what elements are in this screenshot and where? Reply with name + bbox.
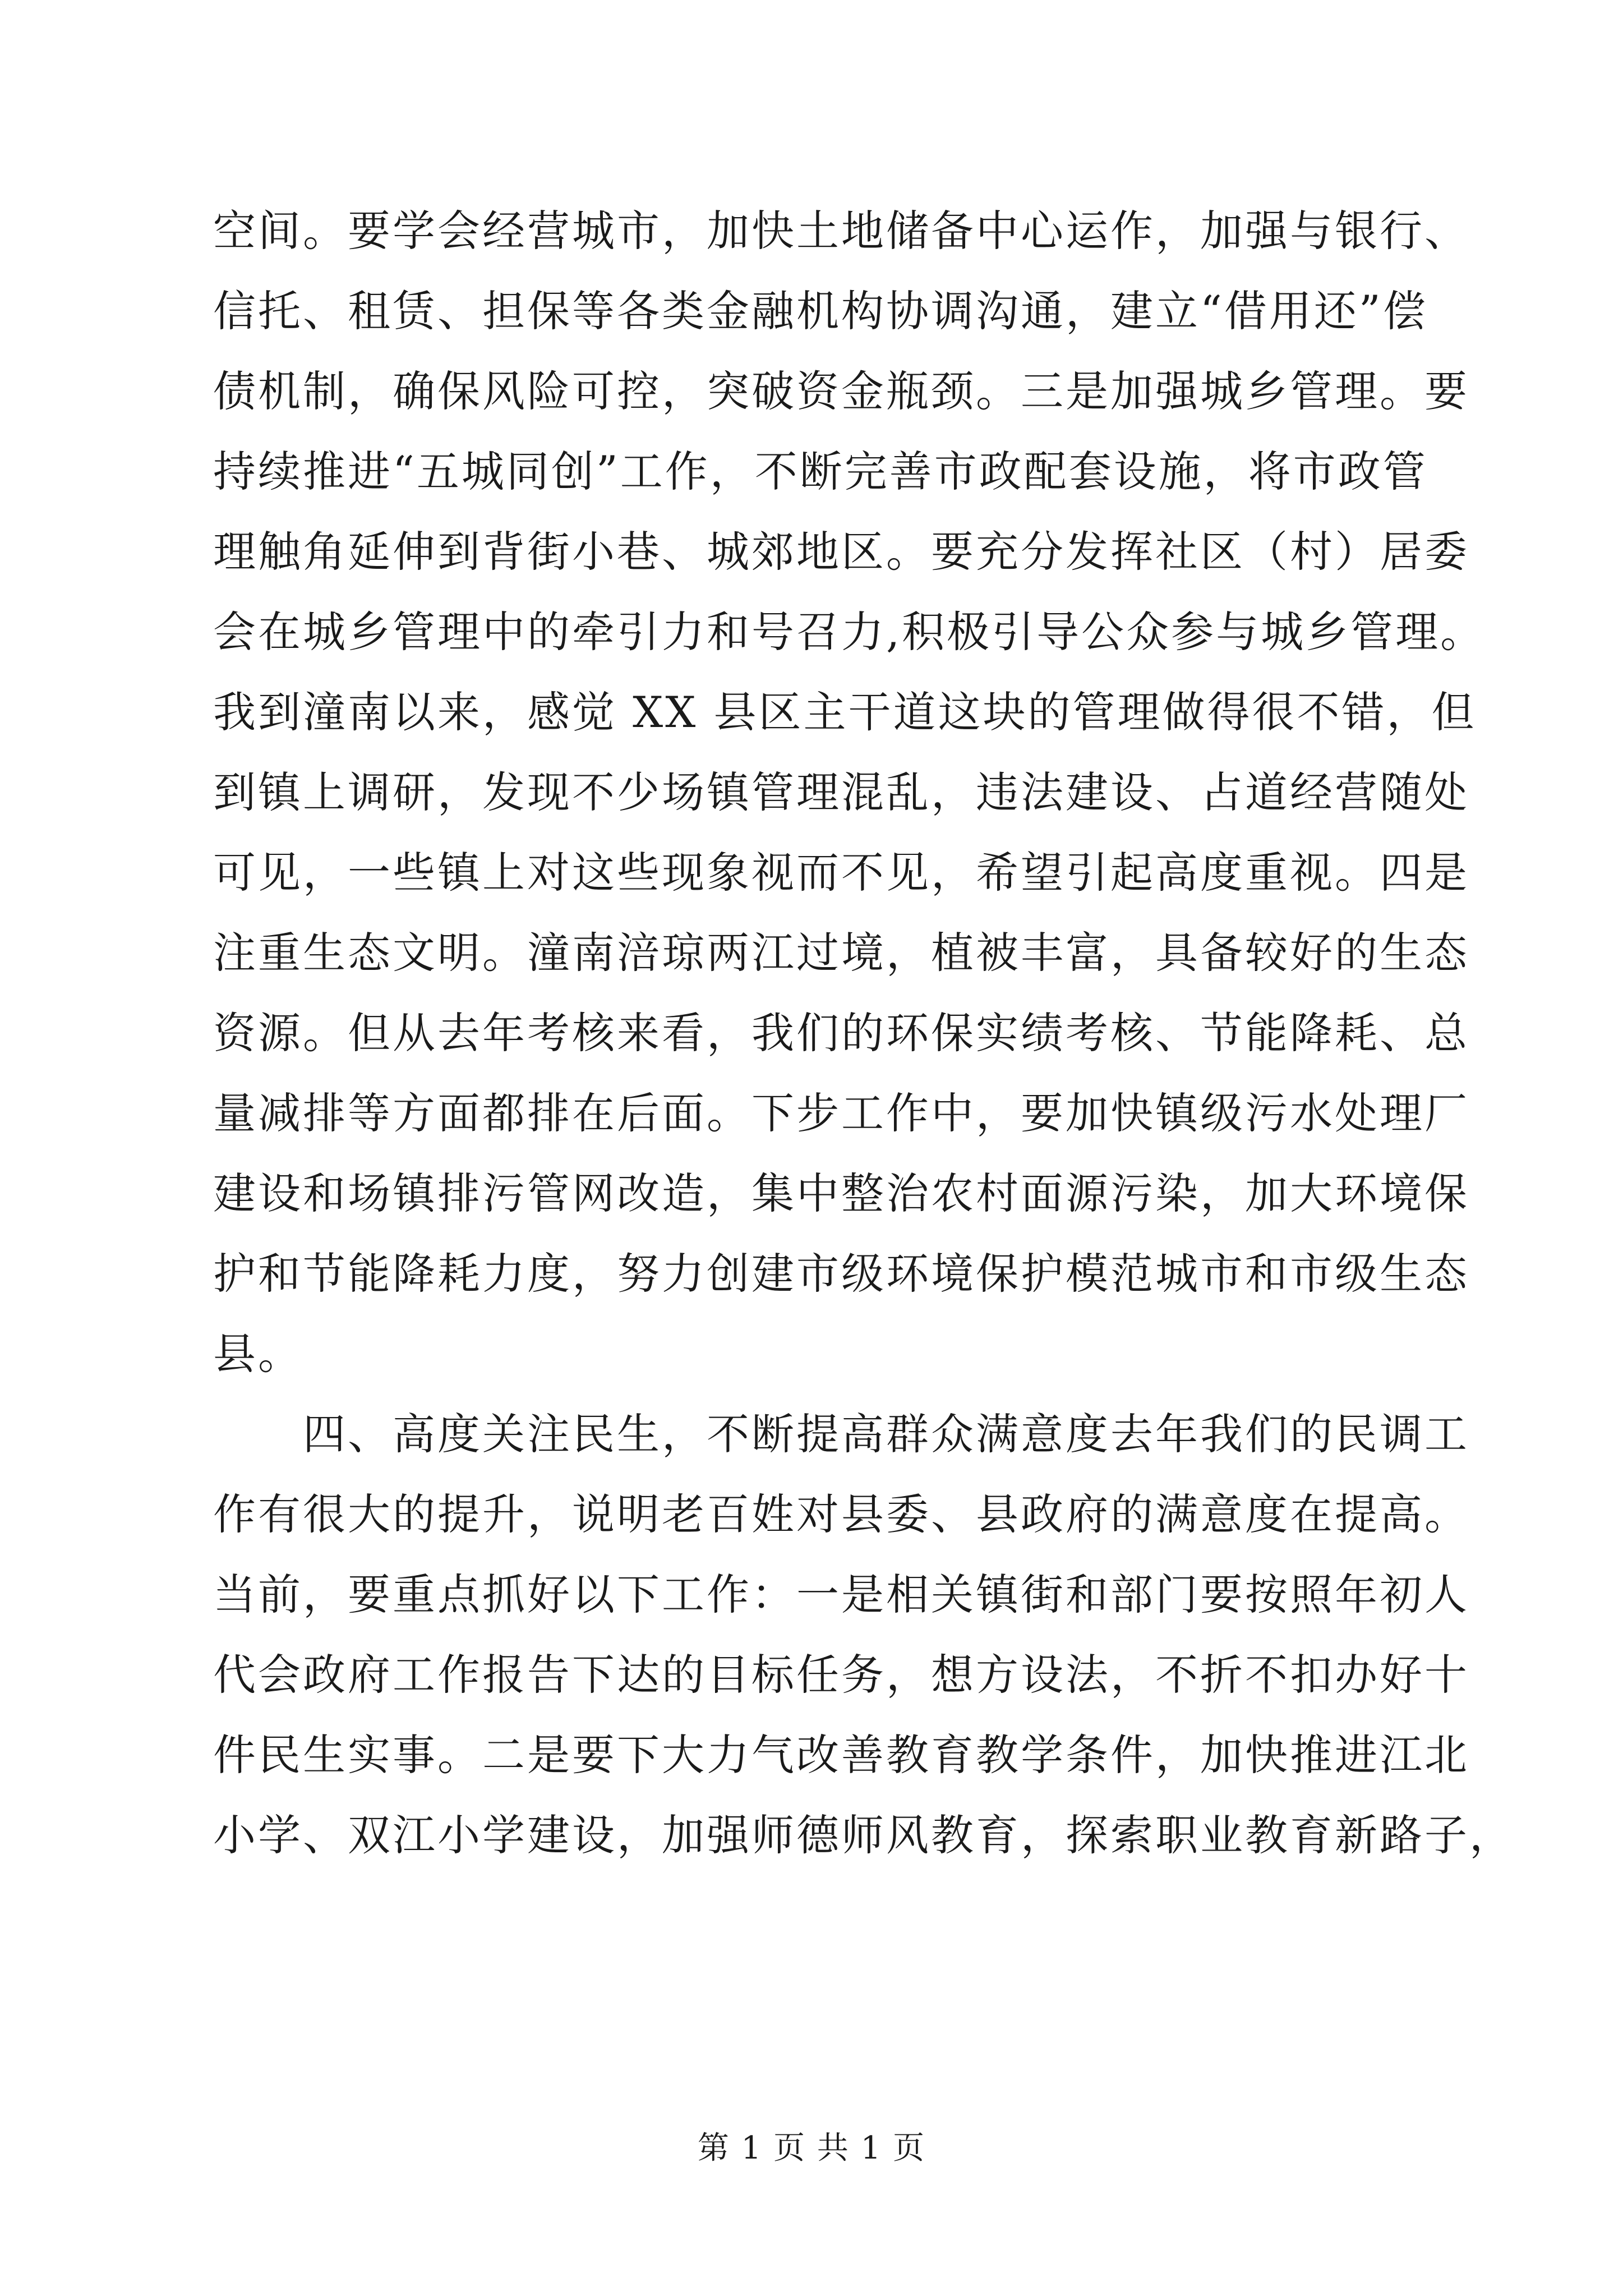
text-line: 作有很大的提升，说明老百姓对县委、县政府的满意度在提高。: [213, 1489, 1469, 1539]
text-line: 持续推进“五城同创”工作，不断完善市政配套设施，将市政管: [213, 447, 1428, 496]
page-footer: 第 1 页 共 1 页: [697, 2130, 926, 2166]
text-line: 量减排等方面都排在后面。下步工作中，要加快镇级污水处理厂: [213, 1088, 1469, 1138]
text-line: 注重生态文明。潼南涪琼两江过境，植被丰富，具备较好的生态: [213, 928, 1469, 978]
text-line: 小学、双江小学建设，加强师德师风教育，探索职业教育新路子，: [213, 1810, 1514, 1860]
text-line: 代会政府工作报告下达的目标任务，想方设法，不折不扣办好十: [213, 1650, 1469, 1700]
text-line: 债机制，确保风险可控，突破资金瓶颈。三是加强城乡管理。要: [213, 366, 1469, 416]
text-line: 理触角延伸到背街小巷、城郊地区。要充分发挥社区（村）居委: [213, 527, 1469, 577]
text-line: 建设和场镇排污管网改造，集中整治农村面源污染，加大环境保: [213, 1168, 1469, 1218]
section-heading-line: 四、高度关注民生，不断提高群众满意度去年我们的民调工: [303, 1409, 1469, 1459]
text-line: 到镇上调研，发现不少场镇管理混乱，违法建设、占道经营随处: [213, 767, 1469, 817]
text-line: 会在城乡管理中的牵引力和号召力,积极引导公众参与城乡管理。: [213, 607, 1486, 657]
text-line: 资源。但从去年考核来看，我们的环保实绩考核、节能降耗、总: [213, 1008, 1469, 1058]
text-line: 信托、租赁、担保等各类金融机构协调沟通，建立“借用还”偿: [213, 286, 1428, 336]
text-line: 护和节能降耗力度，努力创建市级环境保护模范城市和市级生态: [213, 1249, 1469, 1299]
text-line: 件民生实事。二是要下大力气改善教育教学条件，加快推进江北: [213, 1730, 1469, 1780]
text-line: 空间。要学会经营城市，加快土地储备中心运作，加强与银行、: [213, 206, 1469, 256]
body-text: [213, 191, 1514, 1875]
text-line: 我到潼南以来，感觉 XX 县区主干道这块的管理做得很不错，但: [213, 687, 1477, 737]
text-line: 县。: [213, 1329, 303, 1379]
text-line: 可见，一些镇上对这些现象视而不见，希望引起高度重视。四是: [213, 848, 1469, 898]
text-line: 当前，要重点抓好以下工作：一是相关镇街和部门要按照年初人: [213, 1570, 1469, 1619]
